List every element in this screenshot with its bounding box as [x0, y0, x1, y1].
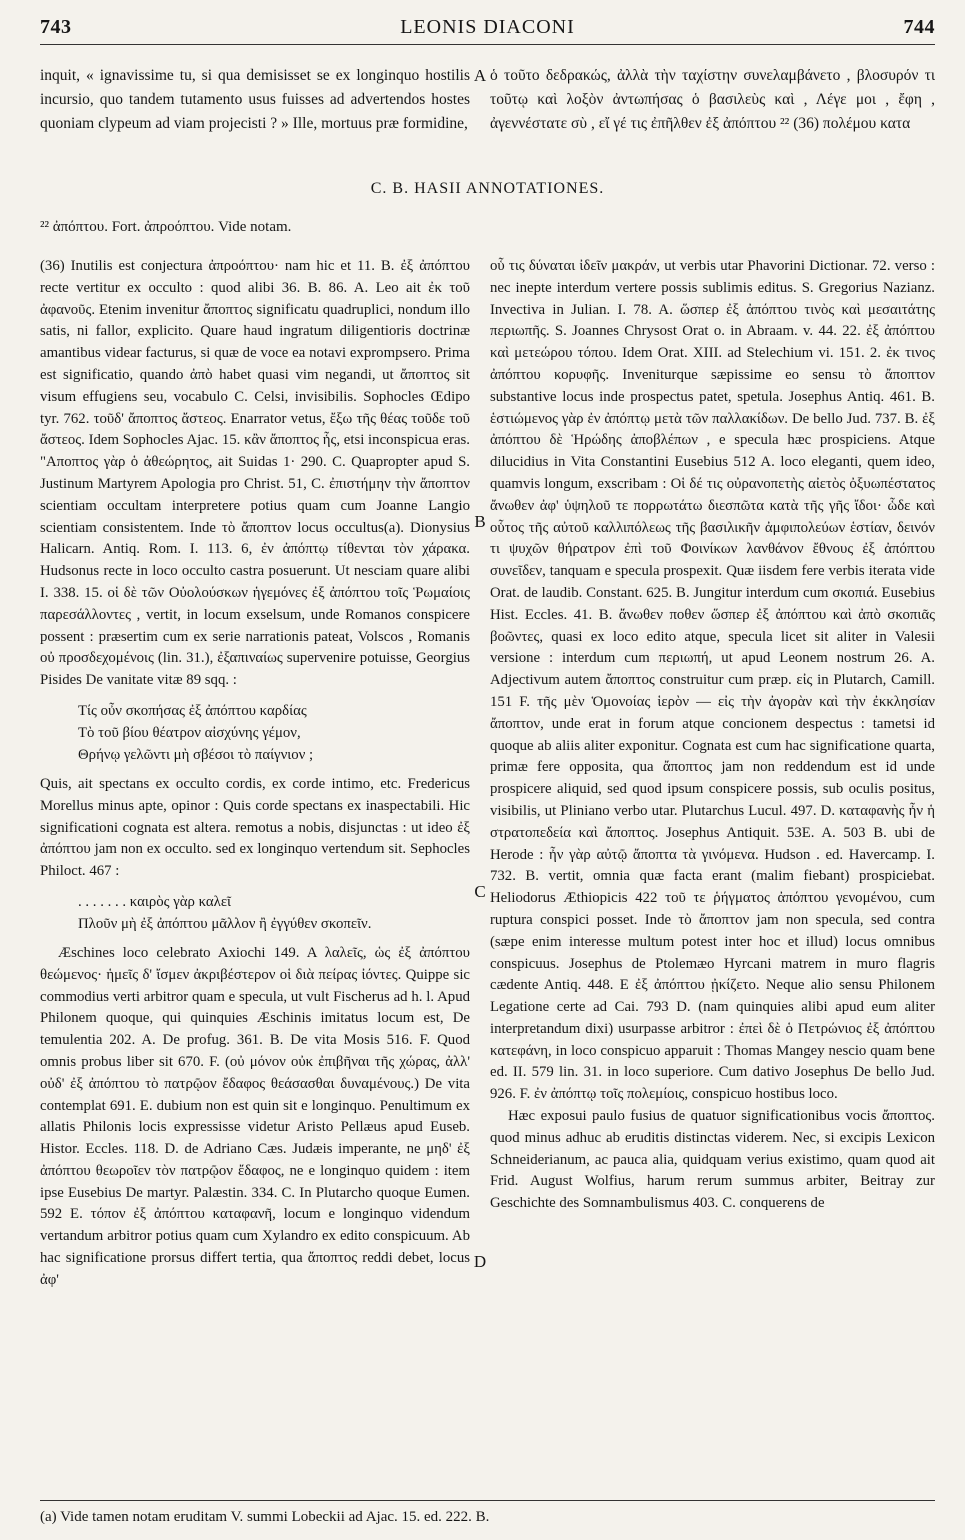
running-title: LEONIS DIACONI	[400, 15, 575, 38]
annotation-paragraph: οὗ τις δύναται ἰδεῖν μακράν, ut verbis utar Phavorini Dictionar. 72. verso : nec inepte interdum vertere possis sublimis editus. S. Gregorius Nazianz. Invectiva in Julian. I. 78. A. ὥσπερ ἐξ ἀπόπτου τινὸς καὶ μεσαιτάτης περιωπῆς. S. Joannes Chrysost Orat o. in Abraam. v. 44. 22. ἐξ ἀπόπτου καὶ μετεώρου τόπου. Idem Orat. XIII. ad Stelechium vi. 151. 2. ἐκ τινος ἀπόπτου κορυφῆς. Inveniturque sæpissime eo sensu τὸ ἄποπτον substantive locus inde prospectus patet, spetula. Josephus Antiq. 461. B. ἑστιώμενος γὰρ ἐν ἀπόπτῳ μετὰ τῶν παλλακίδων. De bello Jud. 737. B. ἐξ ἀπόπτου δὲ Ἡρώδης ἀποβλέπων , e specula hæc prospiciens. Atque dilucidius in Vita Constantini Eusebius 512 A. loco eleganti, quem ideo, quamvis longum, exscribam : Οἱ δέ τις οὐρανοπετὴς αἰετὸς ὀξυωπέστατος ἄνωθεν ἀφ' ὑψηλοῦ τε πορρωτάτω διεσπῶτα κατὰ τῆς γῆς ἴδοι· ὧδε καὶ οὗτος τῆς αὐτοῦ καλλιπόλεως τῆς βασιλικῆν ἀμφιπολεύων ἑστίαν, δεινόν τι ψυχῶν θήρατρον ἐπὶ τοῦ Φοινίκων λανθάνον ἔθνους ἐξ ἀπόπτου συνεῖδεν, tanquam e specula prospexit. Quæ iisdem fere verbis iterata vide Orat. de laudib. Constant. 625. B. Jungitur interdum cum σκοπιά. Eusebius Hist. Eccles. 41. B. ἄνωθεν ποθεν ὥσπερ ἐξ ἀπόπτου καὶ ἀπὸ σκοπιᾶς βοῶντες, quasi ex loco edito atque, specula licet sit aliter in Valesii versione : interdum cum περιωπή, ut apud Leonem nostrum 26. A. Adjectivum autem ἄποπτος construitur cum præp. εἰς in Plutarch, Camill. 151 F. τῆς μὲν Ὁμονοίας ἱερὸν — εἰς τὴν ἀγορὰν καὶ τὴν ἐκκλησίαν ἄποπτον, unde erat in forum atque concionem despectus : tametsi id quoque ab aliis aliter exponitur. Cognata est cum hac significatione quarta, primæ fere opposita, qua ἄποπτος jam non reddendum est id unde prospicere aliquid, sed quod ipsum conspicere possis, sub oculis positus, visibilis, ut Pliniano verbo utar. Plutarchus Lucul. 497. D. καταφανὴς ἦν ἡ στρατοπεδεία καὶ ἄποπτος. Josephus Antiquit. 53E. A. 503 B. ubi de Herode : ἦν γὰρ αὐτῷ ἄποπτα τὰ γινόμενα. Hudson . ed. Havercamp. I. 732. B. vertit, omnia quæ facta erant (malim fiebant) prospiciebat. Heliodorus Æthiopicis 422 τοῦ τε ῥήγματος ἀπόπτου γενομένου, cum ruptura conspici posset. Inde τὸ ἄποπτον jam non specula, sed contra (sæpe enim interesse multum potest inter hoc et illud) locus omnibus conspicuus. Josephus de Ptolemæo Hyrcani matrem in muro flagris cædente Antiq. 448. E ἐξ ἀπόπτου ᾐκίζετο. Neque alio sensu Philonem Legatione certe ad Cai. 793 D. (nam quinquies alibi apud eum aliter interpretandum dixi) usurpasse arbitror : ἐπεὶ δὲ ὁ Πετρώνιος ἐξ ἀπόπτου κατεφάνη, in loco conspicuo apparuit : Thomas Mangey nescio quam bene ed. II. 579 lin. 31. in loco superiore. Cum dativo Josephus De bello Jud. 926. F. ἐν ἀπόπτῳ τοῖς πολεμίοις, conspicuo hostibus loco.	[490, 258, 935, 1103]
verse-line: Τὸ τοῦ βίου θέατρον αἰσχύνης γέμον,	[78, 724, 301, 741]
verse-block	[40, 891, 470, 935]
annotation-paragraph: Quis, ait spectans ex occulto cordis, ex corde intimo, etc. Fredericus Morellus minus apte, opinor : Quis corde spectans ex inaspectabili. Hic significationi cognata est altera. remotus a nobis, disjunctas : ut ideo ἐξ ἀπόπτου jam non ex occulto. sed ex longinquo vertendum sit. Sephocles Philoct. 467 :	[40, 775, 470, 880]
margin-letter-d: D	[473, 1252, 487, 1271]
verse-line: . . . . . . . καιρὸς γὰρ καλεῖ	[78, 893, 232, 910]
annotation-left-column	[40, 256, 470, 1292]
right-page-number: 744	[903, 15, 935, 38]
margin-letters	[470, 256, 490, 1292]
main-text	[40, 64, 935, 136]
margin-letter-a: A	[473, 66, 487, 85]
note-22: ²² ἀπόπτου. Fort. ἀπροόπτου. Vide notam.	[40, 219, 292, 235]
section-title: C. B. HASII ANNOTATIONES.	[370, 180, 605, 197]
main-text-greek: ὁ τοῦτο δεδρακώς, ἀλλὰ τὴν ταχίστην συνελαμβάνετο , βλοσυρόν τι τοῦτῳ καὶ λοξὸν ἀντωπήσας ὁ βασιλεὺς καὶ , Λέγε μοι , ἔφη , ἀγεννέστατε σὺ , εἴ γέ τις ἐπῆλθεν ἐξ ἀπόπτου ²² (36) πολέμου κατα	[490, 67, 935, 132]
header-rule	[40, 44, 935, 45]
verse-line: Τίς οὖν σκοπήσας ἐξ ἀπόπτου καρδίας	[78, 702, 307, 719]
annotation-paragraph: Æschines loco celebrato Axiochi 149. A λαλεῖς, ὡς ἐξ ἀπόπτου θεώμενος· ἡμεῖς δ' ἴσμεν ἀκριβέστερον οἱ διὰ πείρας ἰόντες. Quippe sic commodius verti arbitror quam e specula, ut vult Fischerus ad h. l. Apud Philonem quoque, qui quinquies Æschinis imitatus locum est, De temulentia 202. A. De profug. 361. B. De vita Mosis 516. F. Quod omnis probus liber sit 670. F. (οὐ μόνον οὐκ ἐπιβῆναι τῆς χώρας, ἀλλ' οὐδ' ἐξ ἀπόπτου τὸ πατρῷον ἔδαφος θεάσασθαι δυναμένους.) De vita contemplat 691. E. dubium non est quin sit e longinquo. Penultimum ex allatis Philonis locis expressisse videtur Aristo Pellæus apud Euseb. Histor. Eccles. 118. D. de Adriano Cæs. Judæis imperante, ne μηδ' ἐξ ἀπόπτου θεωροῖεν τὸν πατρῷον ἔδαφος, ne e longinquo quidem : item ipse Eusebius De martyr. Palæstin. 334. C. In Plutarcho quoque Eumen. 592 E. τόπον ἐξ ἀπόπτου καταφανῆ, locum e longinquo videndum vertandum arbitror potius quam cum Xylandro ex edito conspicuum. Ab hac significatione prorsus differt tertia, qua ἄποπτος reddi debet, locus ἀφ'	[40, 944, 470, 1288]
verse-block	[40, 700, 470, 766]
annotations	[40, 256, 935, 1292]
verse-line: Πλοῦν μὴ ἐξ ἀπόπτου μᾶλλον ἢ ἐγγύθεν σκοπεῖν.	[78, 915, 372, 932]
verse-line: Θρήνῳ γελῶντι μὴ σβέσοι τὸ παίγνιον ;	[78, 746, 314, 763]
margin-letter-c: C	[474, 882, 486, 901]
left-page-number: 743	[40, 15, 72, 38]
footnote-a: (a) Vide tamen notam eruditam V. summi Lobeckii ad Ajac. 15. ed. 222. B.	[40, 1500, 935, 1526]
main-text-latin: inquit, « ignavissime tu, si qua demisisset se ex longinquo hostilis incursio, quo tandem tutamento usus fuisses ad advertendos hostes quoniam clypeum ad viam projecisti ? » Ille, mortuus præ formidine,	[40, 67, 470, 132]
annotation-paragraph: (36) Inutilis est conjectura ἀπροόπτου· nam hic et 11. B. ἐξ ἀπόπτου recte vertitur ex occulto : quod alibi 36. B. 86. A. Leo ait ἐκ τοῦ ἀφανοῦς. Etenim invenitur ἄποπτος significatu quadruplici, nondum illo satis, ni fallor, explicito. Quare haud ingratum diligentioris doctrinæ amantibus videar facturus, si quæ de voce ea notavi exprompsero. Prima est significatio, quando ἀπὸ habet quasi vim negandi, ut ἄποπτος sit visum effugiens seu, vocabulo C. Celsi, invisibilis. Sophocles Œdipo tyr. 762. τοῦδ' ἄποπτος ἄστεος. Enarrator vetus, ἔξω τῆς θέας τοῦδε τοῦ ἄστεος. Idem Sophocles Ajac. 15. κἂν ἄποπτος ἧς, etsi inconspicua eras. "Αποπτος γὰρ ὁ ἀθεώρητος, ait Suidas 1· 290. C. Quapropter apud S. Justinum Martyrem Apologia pro Christ. 51, C. ἐπιστήμην τὴν ἄποπτον scientiam occultam interpretere potius quam cum Joanne Langio scientiam consistentem. Inde τὸ ἄποπτον locus occultus(a). Dionysius Halicarn. Antiq. Rom. I. 113. 6, ἐν ἀπόπτῳ τίθενται τὸν χάρακα. Hudsonus recte in loco occulto castra posuerunt. Ut nesciam quare alibi I. 338. 15. οἱ δὲ τῶν Οὐολούσκων ἡγεμόνες ἐξ ἀπόπτου τοῖς Ῥωμαίοις παρεσάλλοντες , vertit, in locum exselsum, unde Romanos conspicere possent : præsertim cum ex serie narrationis pateat, Volscos , Romanis οὐ προσδεχομένοις (lin. 31.), ἐξαπιναίως supervenire potuisse, Georgius Pisides De vanitate vitæ 89 sqq. :	[40, 258, 470, 689]
annotation-paragraph: Hæc exposui paulo fusius de quatuor significationibus vocis ἄποπτος. quod minus adhuc ab eruditis distinctas viderem. Nec, si excipis Lexicon Schneiderianum, ac pauca alia, quidquam verius existimo, quam quod ait Frid. August Wolfius, harum rerum summus arbiter, Beitray zur Geschichte des Somnambulismus 403. C. conquerens de	[490, 1108, 935, 1212]
annotation-right-column	[490, 256, 935, 1292]
margin-letter-b: B	[474, 512, 486, 531]
running-header	[40, 12, 935, 42]
